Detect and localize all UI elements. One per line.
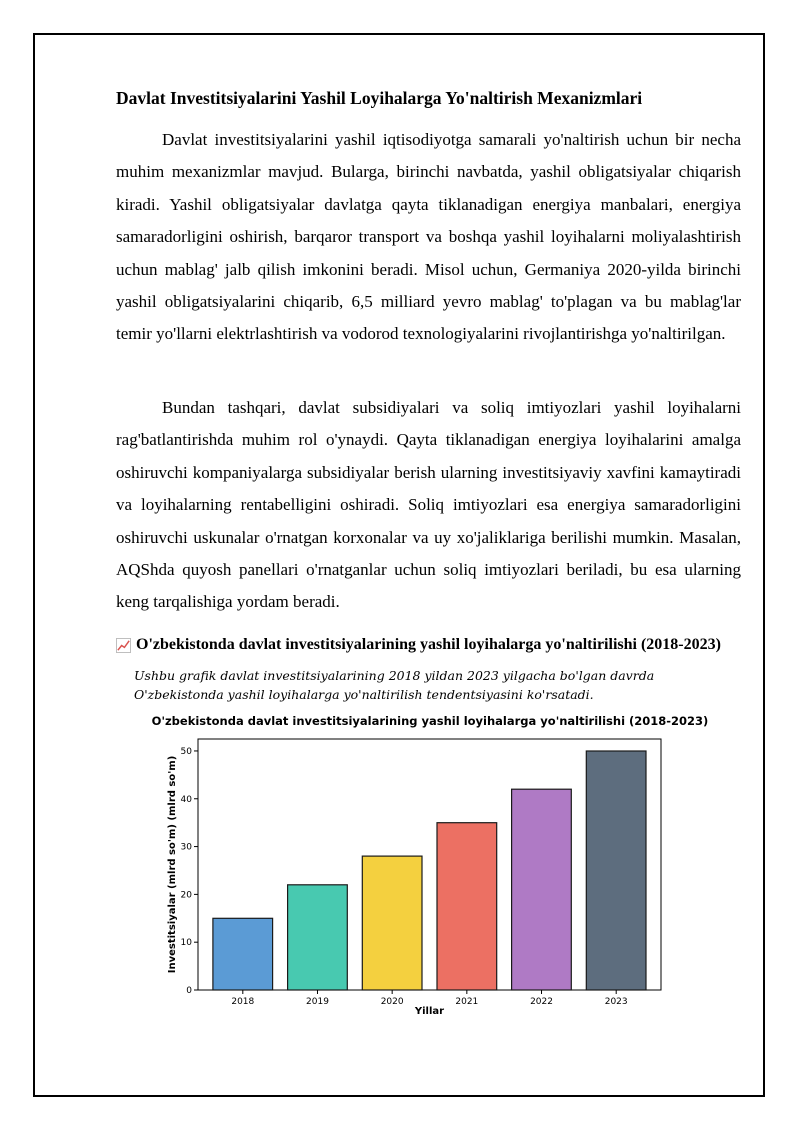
x-tick-label: 2019 <box>306 997 329 1007</box>
x-tick-label: 2021 <box>455 997 479 1007</box>
bar-2021 <box>437 823 497 990</box>
x-tick-label: 2018 <box>231 997 255 1007</box>
y-tick-label: 30 <box>180 842 192 853</box>
chart-title: O'zbekistonda davlat investitsiyalarining yashil loyihalarga yo'naltirilishi (2018-2023) <box>151 714 709 728</box>
bar-2022 <box>512 789 572 990</box>
paragraph-2: Bundan tashqari, davlat subsidiyalari va soliq imtiyozlari yashil loyihalarni rag'batlantirishda muhim rol o'ynaydi. Qayta tiklanadigan energiya loyihalarini amalga oshiruvchi kompaniyalarga subsidiyalar berish ularning investitsiyaviy xavfini kamaytiradi va loyihalarning rentabelligini oshiradi. Soliq imtiyozlari esa energiya samaradorligini oshiruvchi uskunalar o'rnatgan korxonalar va uy xo'jaliklariga berilishi mumkin. Masalan, AQShda quyosh panellari o'rnatganlar uchun soliq imtiyozlari beriladi, bu esa ularning keng tarqalishiga yordam beradi. <box>116 398 741 612</box>
y-tick-label: 20 <box>180 890 192 901</box>
x-axis-label: Yillar <box>414 1006 445 1017</box>
section-heading: Davlat Investitsiyalarini Yashil Loyihalarga Yo'naltirish Mexanizmlari <box>116 88 643 108</box>
x-tick-label: 2022 <box>530 997 553 1007</box>
figure-title <box>116 636 721 654</box>
y-tick-label: 50 <box>180 746 192 757</box>
y-tick-label: 10 <box>180 938 192 949</box>
chart-increasing-icon <box>116 638 131 653</box>
y-tick-label: 0 <box>186 986 192 996</box>
bar-2023 <box>586 751 646 990</box>
figure-caption: Ushbu grafik davlat investitsiyalarining 2018 yildan 2023 yilgacha bo'lgan davrda O'zbekistonda yashil loyihalarga yo'naltirilish tendentsiyasini ko'rsatadi. <box>134 668 655 702</box>
figure-title-text: O'zbekistonda davlat investitsiyalarining yashil loyihalarga yo'naltirilishi (2018-2023) <box>136 636 721 653</box>
x-tick-label: 2020 <box>380 997 404 1007</box>
bar-chart <box>150 708 710 1020</box>
y-axis-label: Investitsiyalar (mlrd so'm) (mlrd so'm) <box>167 755 178 974</box>
bar-2018 <box>213 918 273 990</box>
y-tick-label: 40 <box>180 794 192 805</box>
bar-2019 <box>288 885 348 990</box>
x-tick-label: 2023 <box>604 997 628 1007</box>
paragraph-1: Davlat investitsiyalarini yashil iqtisodiyotga samarali yo'naltirish uchun bir necha muhim mexanizmlar mavjud. Bularga, birinchi navbatda, yashil obligatsiyalar chiqarish kiradi. Yashil obligatsiyalar davlatga qayta tiklanadigan energiya manbalari, energiya samaradorligini oshirish, barqaror transport va boshqa yashil loyihalarni moliyalashtirish uchun mablag' jalb qilish imkonini beradi. Misol uchun, Germaniya 2020-yilda birinchi yashil obligatsiyalarini chiqarib, 6,5 milliard yevro mablag' to'plagan va bu mablag'lar temir yo'llarni elektrlashtirish va vodorod texnologiyalarini rivojlantirishga yo'naltirilgan. <box>116 130 741 344</box>
bar-2020 <box>362 856 422 990</box>
